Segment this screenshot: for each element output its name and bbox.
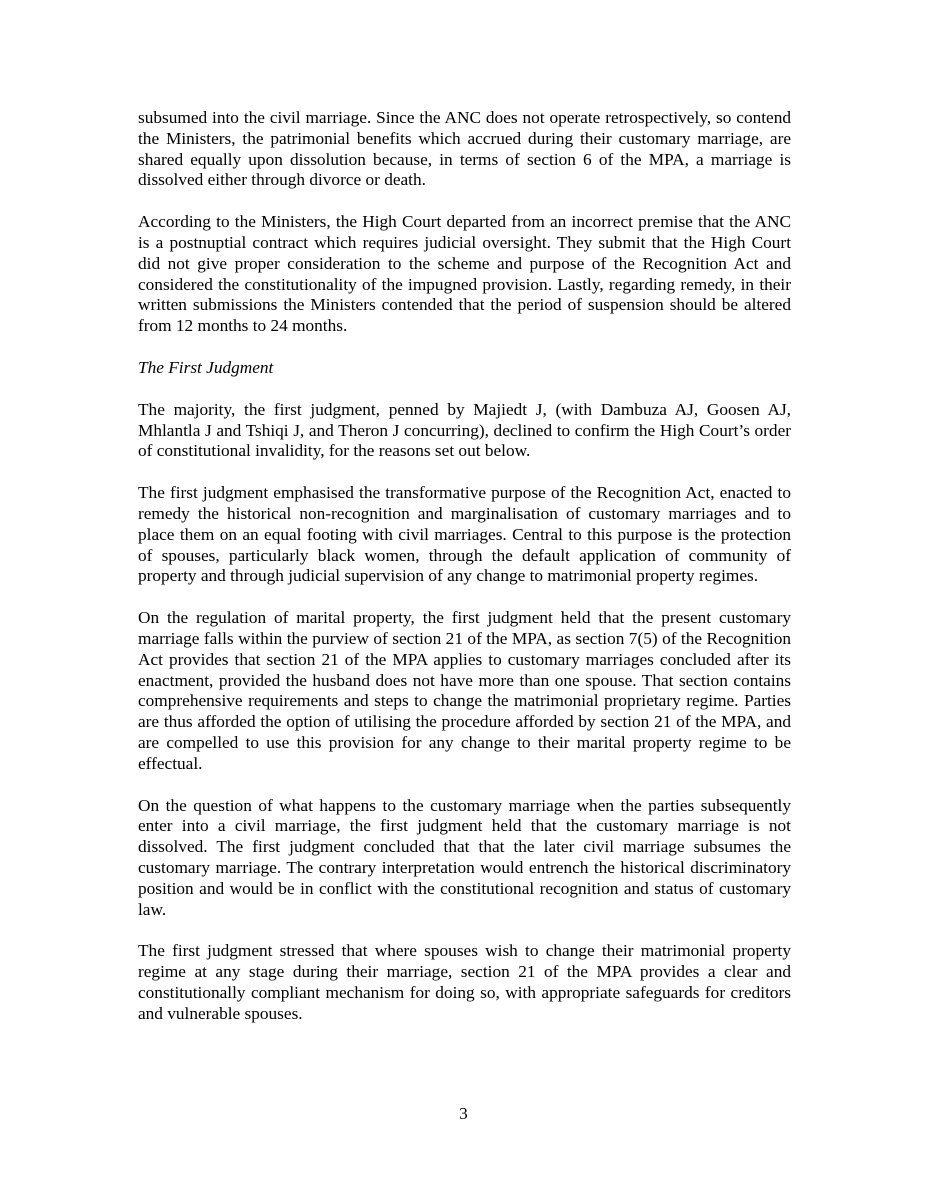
paragraph-majority: The majority, the first judgment, penned by Majiedt J, (with Dambuza AJ, Goosen AJ, Mhlantla J and Tshiqi J, and Theron J concurring), declined to confirm the High Court’s order of constitutional invalidity, for the reasons set out below. — [138, 399, 791, 461]
page-number: 3 — [459, 1104, 468, 1123]
document-page — [138, 108, 791, 1045]
paragraph-transformative-purpose: The first judgment emphasised the transformative purpose of the Recognition Act, enacted to remedy the historical non-recognition and marginalisation of customary marriages and to place them on an equal footing with civil marriages. Central to this purpose is the protection of spouses, particularly black women, through the default application of community of property and through judicial supervision of any change to matrimonial property regimes. — [138, 483, 791, 586]
paragraph-marital-property: On the regulation of marital property, the first judgment held that the present customary marriage falls within the purview of section 21 of the MPA, as section 7(5) of the Recognition Act provides that section 21 of the MPA applies to customary marriages concluded after its enactment, provided the husband does not have more than one spouse. That section contains comprehensive requirements and steps to change the matrimonial proprietary regime. Parties are thus afforded the option of utilising the procedure afforded by section 21 of the MPA, and are compelled to use this provision for any change to their marital property regime to be effectual. — [138, 608, 791, 773]
paragraph-section-21: The first judgment stressed that where spouses wish to change their matrimonial property regime at any stage during their marriage, section 21 of the MPA provides a clear and constitutionally compliant mechanism for doing so, with appropriate safeguards for creditors and vulnerable spouses. — [138, 941, 791, 1023]
paragraph-continuation: subsumed into the civil marriage. Since the ANC does not operate retrospectively, so contend the Ministers, the patrimonial benefits which accrued during their customary marriage, are shared equally upon dissolution because, in terms of section 6 of the MPA, a marriage is dissolved either through divorce or death. — [138, 108, 791, 190]
paragraph-ministers-submission: According to the Ministers, the High Court departed from an incorrect premise that the ANC is a postnuptial contract which requires judicial oversight. They submit that the High Court did not give proper consideration to the scheme and purpose of the Recognition Act and considered the constitutionality of the impugned provision. Lastly, regarding remedy, in their written submissions the Ministers contended that the period of suspension should be altered from 12 months to 24 months. — [138, 212, 791, 336]
paragraph-civil-marriage: On the question of what happens to the customary marriage when the parties subsequently enter into a civil marriage, the first judgment held that the customary marriage is not dissolved. The first judgment concluded that that the later civil marriage subsumes the customary marriage. The contrary interpretation would entrench the historical discriminatory position and would be in conflict with the constitutional recognition and status of customary law. — [138, 795, 791, 919]
section-heading: The First Judgment — [138, 357, 274, 377]
